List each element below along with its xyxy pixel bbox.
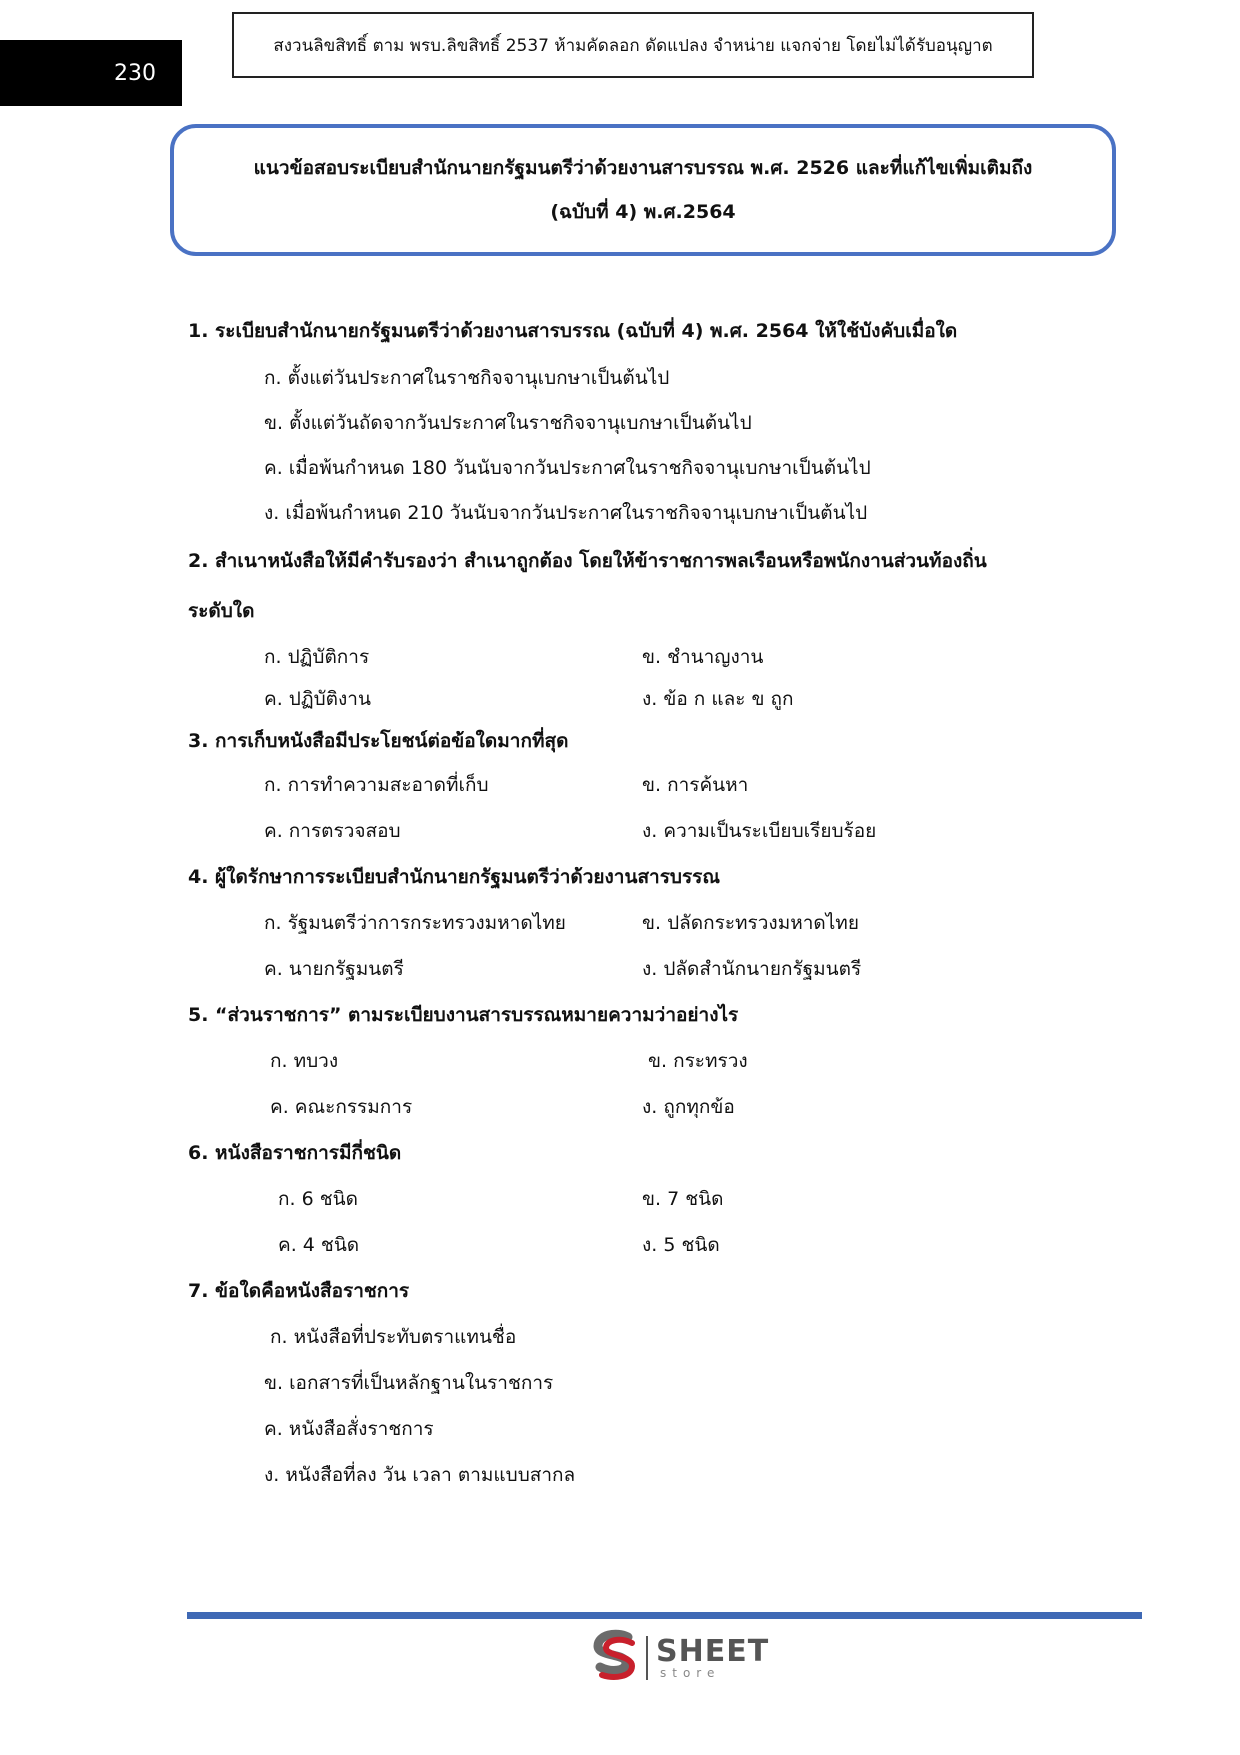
q5-option-b: ข. กระทรวง (648, 1050, 748, 1072)
sheet-store-s-icon (588, 1629, 640, 1687)
q7-option-c: ค. หนังสือสั่งราชการ (264, 1418, 434, 1440)
q6-options-row-1 (188, 1176, 1108, 1222)
q1-option-d: ง. เมื่อพ้นกำหนด 210 วันนับจากวันประกาศในราชกิจจานุเบกษาเป็นต้นไป (264, 502, 868, 524)
logo-wordmark (656, 1634, 770, 1680)
q7-option-a: ก. หนังสือที่ประทับตราแทนชื่อ (270, 1326, 517, 1348)
logo-sub-text: store (660, 1666, 721, 1680)
q3-options-row-2 (188, 808, 1108, 854)
page-number: 230 (0, 40, 182, 106)
q6-option-d: ง. 5 ชนิด (642, 1234, 720, 1256)
q4-options-row-2 (188, 946, 1108, 992)
q3-option-b: ข. การค้นหา (642, 774, 749, 796)
q6-option-a: ก. 6 ชนิด (278, 1188, 358, 1210)
question-5: 5. “ส่วนราชการ” ตามระเบียบงานสารบรรณหมายความว่าอย่างไร (188, 1004, 739, 1026)
q3-options-row-1 (188, 762, 1108, 808)
logo-main-text: SHEET (656, 1634, 770, 1669)
q5-options-row-1 (188, 1038, 1108, 1084)
copyright-notice: สงวนลิขสิทธิ์ ตาม พรบ.ลิขสิทธิ์ 2537 ห้ามคัดลอก ดัดแปลง จำหน่าย แจกจ่าย โดยไม่ได้รับอนุญาต (232, 12, 1034, 78)
q4-option-a: ก. รัฐมนตรีว่าการกระทรวงมหาดไทย (264, 912, 566, 934)
question-3: 3. การเก็บหนังสือมีประโยชน์ต่อข้อใดมากที่สุด (188, 730, 569, 752)
q1-option-b: ข. ตั้งแต่วันถัดจากวันประกาศในราชกิจจานุเบกษาเป็นต้นไป (264, 412, 752, 434)
q6-option-c: ค. 4 ชนิด (278, 1234, 360, 1256)
q5-option-d: ง. ถูกทุกข้อ (642, 1096, 735, 1118)
q1-option-a: ก. ตั้งแต่วันประกาศในราชกิจจานุเบกษาเป็นต้นไป (264, 367, 670, 389)
exam-title-line1: แนวข้อสอบระเบียบสำนักนายกรัฐมนตรีว่าด้วยงานสารบรรณ พ.ศ. 2526 และที่แก้ไขเพิ่มเติมถึง (253, 157, 1033, 179)
q1-option-c: ค. เมื่อพ้นกำหนด 180 วันนับจากวันประกาศในราชกิจจานุเบกษาเป็นต้นไป (264, 457, 871, 479)
q3-option-a: ก. การทำความสะอาดที่เก็บ (264, 774, 489, 796)
q2-option-a: ก. ปฏิบัติการ (264, 646, 370, 668)
q5-option-c: ค. คณะกรรมการ (270, 1096, 413, 1118)
q4-option-d: ง. ปลัดสำนักนายกรัฐมนตรี (642, 958, 862, 980)
q6-option-b: ข. 7 ชนิด (642, 1188, 724, 1210)
q2-option-c: ค. ปฏิบัติงาน (264, 688, 371, 710)
q5-options-row-2 (188, 1084, 1108, 1130)
question-list (188, 306, 1108, 1498)
question-2-continued: ระดับใด (188, 600, 255, 622)
question-2: 2. สำเนาหนังสือให้มีคำรับรองว่า สำเนาถูกต้อง โดยให้ข้าราชการพลเรือนหรือพนักงานส่วนท้องถิ่น (188, 550, 987, 572)
q7-option-b: ข. เอกสารที่เป็นหลักฐานในราชการ (264, 1372, 554, 1394)
sheet-store-logo (588, 1630, 769, 1686)
question-7: 7. ข้อใดคือหนังสือราชการ (188, 1280, 410, 1302)
exam-title-box (170, 124, 1116, 256)
q4-options-row-1 (188, 900, 1108, 946)
q2-options-row-2 (188, 678, 1108, 720)
question-6: 6. หนังสือราชการมีกี่ชนิด (188, 1142, 402, 1164)
q3-option-c: ค. การตรวจสอบ (264, 820, 401, 842)
q2-option-b: ข. ชำนาญงาน (642, 646, 764, 668)
question-4: 4. ผู้ใดรักษาการระเบียบสำนักนายกรัฐมนตรีว่าด้วยงานสารบรรณ (188, 866, 721, 888)
q2-options-row-1 (188, 636, 1108, 678)
exam-title-line2: (ฉบับที่ 4) พ.ศ.2564 (550, 201, 736, 223)
question-1: 1. ระเบียบสำนักนายกรัฐมนตรีว่าด้วยงานสารบรรณ (ฉบับที่ 4) พ.ศ. 2564 ให้ใช้บังคับเมื่อใด (188, 320, 958, 342)
q2-option-d: ง. ข้อ ก และ ข ถูก (642, 688, 794, 710)
q7-option-d: ง. หนังสือที่ลง วัน เวลา ตามแบบสากล (264, 1464, 576, 1486)
logo-separator (646, 1636, 648, 1680)
footer-divider (187, 1612, 1142, 1619)
q6-options-row-2 (188, 1222, 1108, 1268)
q5-option-a: ก. ทบวง (270, 1050, 339, 1072)
q4-option-b: ข. ปลัดกระทรวงมหาดไทย (642, 912, 859, 934)
q3-option-d: ง. ความเป็นระเบียบเรียบร้อย (642, 820, 877, 842)
q4-option-c: ค. นายกรัฐมนตรี (264, 958, 404, 980)
